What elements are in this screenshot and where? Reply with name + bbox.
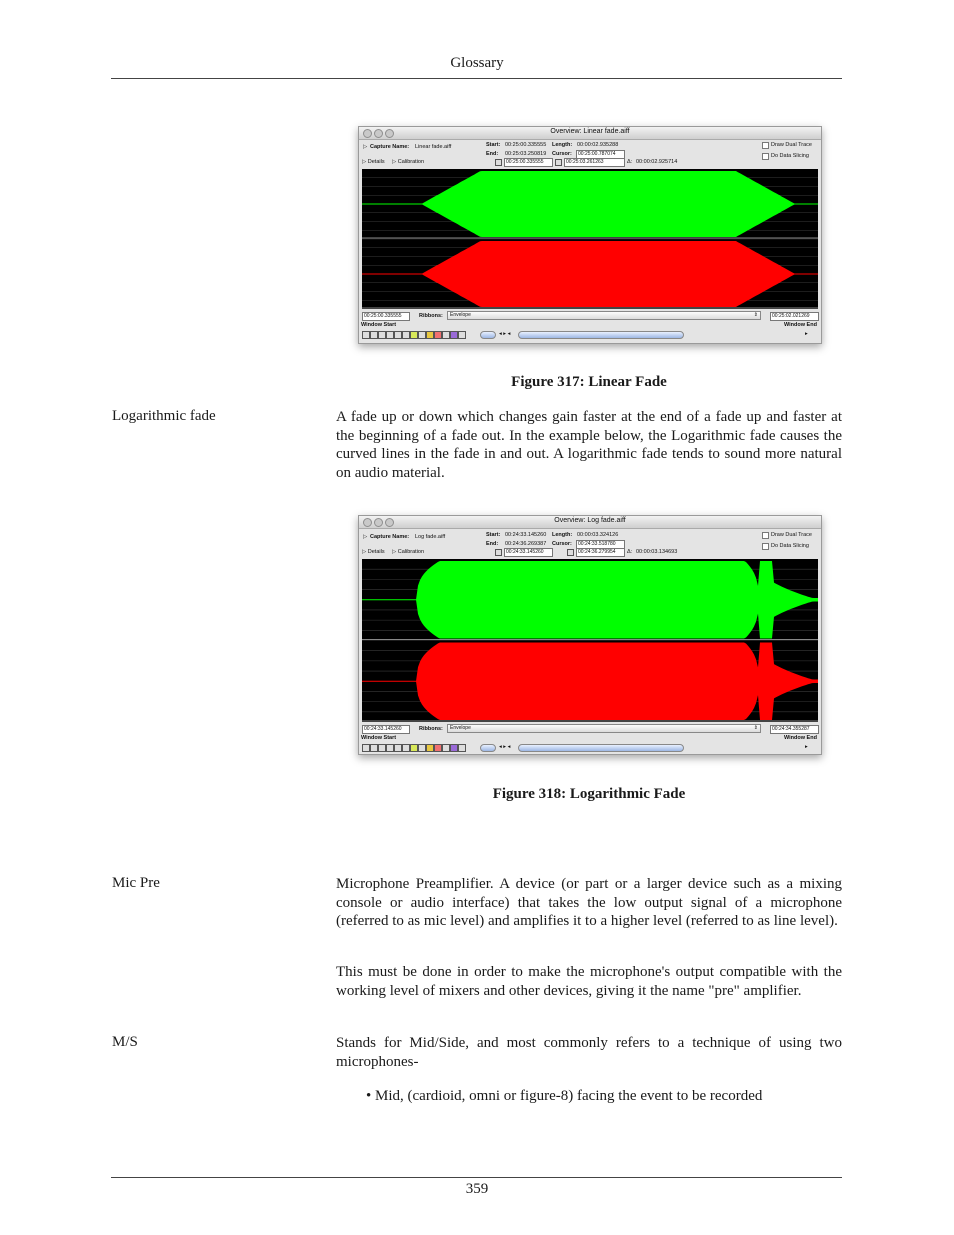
zoom-in-icon[interactable]	[394, 331, 402, 339]
ribbons-selected-value: Envelope	[450, 312, 471, 318]
glossary-definition: Microphone Preamplifier. A device (or part or a larger device such as a mixing console or audio interface) that takes the low output signal of a microphone (referred to as mic level) and amplifies it to a higher level (referred to as line level).	[336, 876, 842, 930]
stop-icon[interactable]	[362, 744, 370, 752]
hand-tool-icon[interactable]	[418, 331, 426, 339]
cursor-label: Cursor:	[552, 541, 572, 547]
running-header: Glossary	[450, 55, 504, 71]
waveform-overview[interactable]	[362, 169, 818, 309]
ribbons-selected-value: Envelope	[450, 725, 471, 731]
window-start-label: Window Start	[361, 735, 397, 741]
do-data-slicing-checkbox[interactable]	[762, 543, 769, 550]
horizontal-scrollbar[interactable]	[518, 331, 684, 339]
window-start-field[interactable]: 00:25:00.335555	[362, 312, 410, 321]
capture-name-label: Capture Name:	[370, 534, 410, 540]
zoom-in-icon[interactable]	[394, 744, 402, 752]
waveform-overview[interactable]	[362, 559, 818, 722]
details-toggle[interactable]: ▷ Details	[362, 159, 385, 165]
selection-start-field[interactable]: 00:24:33.145260	[504, 548, 553, 557]
disclosure-triangle-icon[interactable]: ▷	[363, 534, 368, 540]
eraser-tool-icon[interactable]	[434, 331, 442, 339]
loop-icon[interactable]	[386, 331, 394, 339]
hand-tool-icon[interactable]	[418, 744, 426, 752]
settings-icon[interactable]	[442, 331, 450, 339]
window-titlebar	[359, 516, 821, 529]
scroll-left-icon[interactable]: ◂ ▸ ◂	[499, 744, 511, 750]
waveform-graphic	[362, 559, 818, 722]
scroll-right-icon[interactable]: ▸	[805, 744, 808, 750]
start-value: 00:25:00.335555	[505, 142, 547, 148]
horizontal-scrollbar[interactable]	[518, 744, 684, 752]
draw-dual-trace-label: Draw Dual Trace	[771, 532, 812, 538]
do-data-slicing-label: Do Data Slicing	[771, 153, 809, 159]
fx-tool-icon[interactable]	[450, 331, 458, 339]
marker-tool-icon[interactable]	[426, 744, 434, 752]
window-end-label: Window End	[784, 735, 817, 741]
calibration-toggle[interactable]: ▷ Calibration	[392, 549, 425, 555]
zoom-slider-thumb[interactable]	[480, 744, 496, 752]
capture-name-value: Log fade.aiff	[415, 534, 446, 540]
capture-name-label: Capture Name:	[370, 144, 410, 150]
zoom-slider-thumb[interactable]	[480, 331, 496, 339]
ribbons-select[interactable]	[447, 724, 761, 733]
ribbons-label: Ribbons:	[419, 726, 443, 732]
play-selection-icon[interactable]	[378, 744, 386, 752]
selection-end-field[interactable]: 00:25:03.261263	[564, 158, 625, 167]
scissors-icon[interactable]	[458, 744, 466, 752]
draw-dual-trace-checkbox[interactable]	[762, 142, 769, 149]
figure-caption: Figure 317: Linear Fade	[511, 374, 667, 390]
scissors-icon[interactable]	[458, 331, 466, 339]
play-icon[interactable]	[370, 744, 378, 752]
header-rule	[111, 78, 842, 79]
delta-label: Δ:	[627, 159, 633, 165]
cursor-field[interactable]: 00:25:00.787074	[576, 150, 625, 159]
linear-fade-window	[358, 126, 822, 344]
locate-start-icon[interactable]	[495, 159, 502, 166]
zoom-out-icon[interactable]	[402, 744, 410, 752]
end-label: End:	[486, 151, 499, 157]
glossary-definition: Stands for Mid/Side, and most commonly refers to a technique of using two microphones-	[336, 1035, 842, 1070]
start-value: 00:24:33.145260	[505, 532, 547, 538]
settings-icon[interactable]	[442, 744, 450, 752]
transport-toolbar	[362, 331, 818, 339]
select-arrows-icon: ⇕	[753, 725, 758, 731]
window-title: Overview: Log fade.aiff	[554, 517, 626, 524]
window-title: Overview: Linear fade.aiff	[550, 128, 630, 135]
ribbons-label: Ribbons:	[419, 313, 443, 319]
draw-dual-trace-label: Draw Dual Trace	[771, 142, 812, 148]
start-label: Start:	[486, 142, 501, 148]
start-label: Start:	[486, 532, 501, 538]
do-data-slicing-label: Do Data Slicing	[771, 543, 809, 549]
draw-dual-trace-checkbox[interactable]	[762, 532, 769, 539]
zoom-out-icon[interactable]	[402, 331, 410, 339]
length-value: 00:00:02.935288	[577, 142, 619, 148]
figure-caption: Figure 318: Logarithmic Fade	[492, 786, 686, 802]
glossary-term: Mic Pre	[112, 875, 160, 891]
end-value: 00:25:03.250819	[505, 151, 547, 157]
capture-name-value: Linear fade.aiff	[415, 144, 452, 150]
end-label: End:	[486, 541, 499, 547]
window-end-field[interactable]: 00:25:02.021269	[770, 312, 819, 321]
stop-icon[interactable]	[362, 331, 370, 339]
pencil-tool-icon[interactable]	[410, 331, 418, 339]
delta-value: 00:00:02.925714	[636, 159, 678, 165]
select-arrows-icon: ⇕	[753, 312, 758, 318]
cursor-field[interactable]: 00:24:33.518780	[576, 540, 625, 549]
list-item: • Mid, (cardioid, omni or figure-8) facing the event to be recorded	[366, 1088, 763, 1104]
glossary-definition-continued: This must be done in order to make the microphone's output compatible with the working level of mixers and other devices, giving it the name "pre" amplifier.	[336, 964, 842, 999]
window-end-field[interactable]: 00:24:34.355287	[770, 725, 819, 734]
eraser-tool-icon[interactable]	[434, 744, 442, 752]
selection-end-field[interactable]: 00:24:36.279954	[576, 548, 625, 557]
delta-value: 00:00:03.134693	[636, 549, 678, 555]
window-start-label: Window Start	[361, 322, 397, 328]
locate-end-icon[interactable]	[567, 549, 574, 556]
log-fade-window	[358, 515, 822, 755]
play-selection-icon[interactable]	[378, 331, 386, 339]
loop-icon[interactable]	[386, 744, 394, 752]
ribbons-select[interactable]	[447, 311, 761, 320]
length-label: Length:	[552, 532, 573, 538]
footer-rule	[111, 1177, 842, 1178]
scroll-left-icon[interactable]: ◂ ▸ ◂	[499, 331, 511, 337]
details-toggle[interactable]: ▷ Details	[362, 549, 385, 555]
disclosure-triangle-icon[interactable]: ▷	[363, 144, 368, 150]
delta-label: Δ:	[627, 549, 633, 555]
length-label: Length:	[552, 142, 573, 148]
fx-tool-icon[interactable]	[450, 744, 458, 752]
transport-toolbar	[362, 744, 818, 752]
window-titlebar	[359, 127, 821, 140]
marker-tool-icon[interactable]	[426, 331, 434, 339]
cursor-label: Cursor:	[552, 151, 572, 157]
page-number: 359	[465, 1181, 489, 1197]
glossary-term: Logarithmic fade	[112, 408, 216, 424]
play-icon[interactable]	[370, 331, 378, 339]
glossary-definition: A fade up or down which changes gain faster at the end of a fade up and faster at the beginning of a fade out. In the example below, the Logarithmic fade causes the curved lines in the fade in and out. A logarithmic fade tends to sound more natural on audio material.	[336, 409, 842, 481]
window-end-label: Window End	[784, 322, 817, 328]
scroll-right-icon[interactable]: ▸	[805, 331, 808, 337]
length-value: 00:00:03.324126	[577, 532, 619, 538]
glossary-term: M/S	[112, 1034, 138, 1050]
end-value: 00:24:36.269387	[505, 541, 547, 547]
window-start-field[interactable]: 00:24:33.145260	[362, 725, 410, 734]
do-data-slicing-checkbox[interactable]	[762, 153, 769, 160]
waveform-graphic	[362, 169, 818, 309]
locate-end-icon[interactable]	[555, 159, 562, 166]
selection-start-field[interactable]: 00:25:00.335555	[504, 158, 553, 167]
locate-start-icon[interactable]	[495, 549, 502, 556]
calibration-toggle[interactable]: ▷ Calibration	[392, 159, 425, 165]
pencil-tool-icon[interactable]	[410, 744, 418, 752]
